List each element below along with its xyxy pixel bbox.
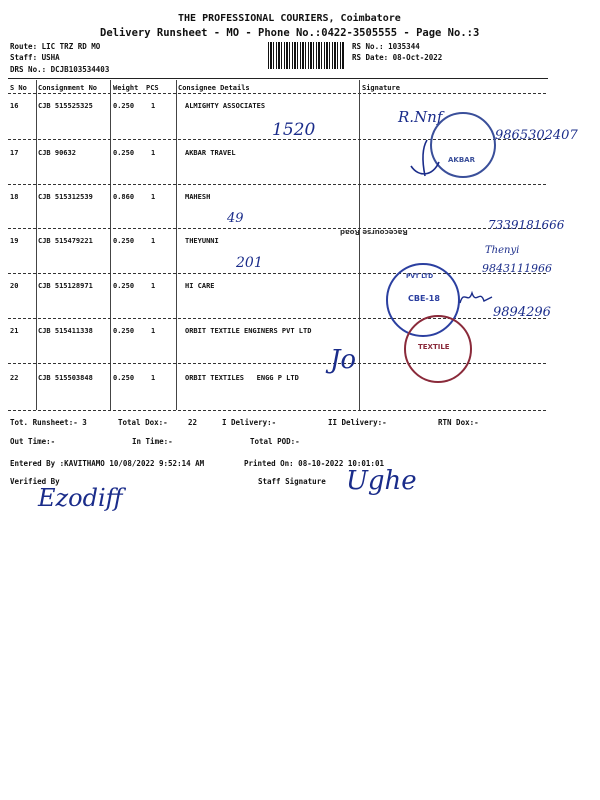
row-consignment: CJB 515479221 (38, 237, 93, 245)
row-consignment: CJB 515411338 (38, 327, 93, 335)
row-pcs: 1 (151, 282, 156, 290)
row-consignee: ORBIT TEXTILE ENGINERS PVT LTD (185, 327, 312, 335)
row-rule (8, 410, 546, 411)
rs-no: RS No.: 1035344 (352, 42, 420, 51)
header-rule (8, 93, 546, 94)
handwritten-phone: 7339181666 (488, 218, 565, 232)
row-consignee: ALMIGHTY ASSOCIATES (185, 102, 266, 110)
in-time: In Time:- (132, 437, 173, 446)
row-sno: 20 (10, 282, 19, 290)
rtn-dox: RTN Dox:- (438, 418, 479, 427)
handwritten-signature: R.Nnf (398, 108, 443, 126)
stamp-text: TEXTILE (418, 343, 450, 351)
row-consignment: CJB 515525325 (38, 102, 93, 110)
verified-by: Verified By (10, 477, 60, 486)
row-weight: 0.250 (113, 374, 135, 382)
row-weight: 0.250 (113, 327, 135, 335)
staff-label: Staff: USHA (10, 53, 60, 62)
header-weight: Weight (113, 84, 139, 92)
row-rule (8, 318, 546, 319)
barcode (268, 42, 344, 69)
row-consignee: HI CARE (185, 282, 215, 290)
header-signature: Signature (362, 84, 400, 92)
row-weight: 0.250 (113, 149, 135, 157)
drs-label: DRS No.: DCJB103534403 (10, 65, 110, 74)
row-weight: 0.250 (113, 102, 135, 110)
row-pcs: 1 (151, 149, 156, 157)
total-pod: Total POD:- (250, 437, 300, 446)
row-consignment: CJB 515312539 (38, 193, 93, 201)
row-rule (8, 184, 546, 185)
row-sno: 22 (10, 374, 19, 382)
row-sno: 21 (10, 327, 19, 335)
inverted-stamp-text: Racecourse Road (340, 228, 408, 236)
i-delivery: I Delivery:- (222, 418, 277, 427)
col-line (110, 80, 111, 410)
row-consignee: MAHESH (185, 193, 211, 201)
entered-by: Entered By :KAVITHAMO 10/08/2022 9:52:14 AM (10, 459, 205, 468)
verified-signature: Ezodiff (38, 484, 123, 512)
row-sno: 16 (10, 102, 19, 110)
signature-scribble (405, 136, 445, 182)
total-dox-label: Total Dox:- (118, 418, 168, 427)
header-pcs: PCS (146, 84, 159, 92)
row-sno: 18 (10, 193, 19, 201)
row-pcs: 1 (151, 102, 156, 110)
company-title: THE PROFESSIONAL COURIERS, Coimbatore (178, 13, 401, 24)
row-rule (8, 273, 546, 274)
signature-scribble (458, 285, 494, 309)
row-consignee: AKBAR TRAVEL (185, 149, 236, 157)
header-consignee: Consignee Details (178, 84, 250, 92)
total-dox-value: 22 (188, 418, 198, 427)
row-sno: 19 (10, 237, 19, 245)
row-pcs: 1 (151, 237, 156, 245)
col-line (176, 80, 177, 410)
header-consignment: Consignment No (38, 84, 98, 92)
printed-on: Printed On: 08-10-2022 10:01:01 (244, 459, 384, 468)
row-weight: 0.250 (113, 237, 135, 245)
handwritten-note: Jo (330, 345, 357, 375)
stamp-textile (404, 315, 472, 383)
ii-delivery: II Delivery:- (328, 418, 387, 427)
col-line (36, 80, 37, 410)
stamp-text: CBE-18 (408, 294, 440, 303)
row-weight: 0.860 (113, 193, 135, 201)
row-sno: 17 (10, 149, 19, 157)
table-top-rule (8, 78, 548, 79)
handwritten-phone: 9894296 (493, 305, 551, 320)
staff-signature: Ughe (346, 466, 417, 496)
row-consignment: CJB 515503848 (38, 374, 93, 382)
header-sno: S No (10, 84, 27, 92)
handwritten-phone: 9843111966 (482, 262, 552, 275)
row-pcs: 1 (151, 374, 156, 382)
total-runsheet: Tot. Runsheet:- 3 (10, 418, 87, 427)
handwritten-name: Thenyi (485, 245, 520, 256)
col-line (359, 80, 360, 410)
handwritten-phone: 9865302407 (495, 128, 578, 143)
handwritten-note: 1520 (272, 120, 316, 140)
stamp-text: PVT LTD (406, 273, 434, 280)
rs-date: RS Date: 08-Oct-2022 (352, 53, 443, 62)
row-pcs: 1 (151, 193, 156, 201)
row-consignment: CJB 90632 (38, 149, 76, 157)
row-consignee: ORBIT TEXTILES ENGG P LTD (185, 374, 299, 382)
handwritten-note: 49 (227, 211, 244, 226)
runsheet-title: Delivery Runsheet - MO - Phone No.:0422-3505555 - Page No.:3 (100, 27, 480, 39)
row-pcs: 1 (151, 327, 156, 335)
row-consignment: CJB 515128971 (38, 282, 93, 290)
staff-signature-label: Staff Signature (258, 477, 326, 486)
row-consignee: THEYUNNI (185, 237, 219, 245)
stamp-text: AKBAR (448, 156, 475, 164)
row-weight: 0.250 (113, 282, 135, 290)
out-time: Out Time:- (10, 437, 56, 446)
row-rule (8, 228, 546, 229)
handwritten-note: 201 (236, 255, 263, 271)
route-label: Route: LIC TRZ RD MO (10, 42, 101, 51)
